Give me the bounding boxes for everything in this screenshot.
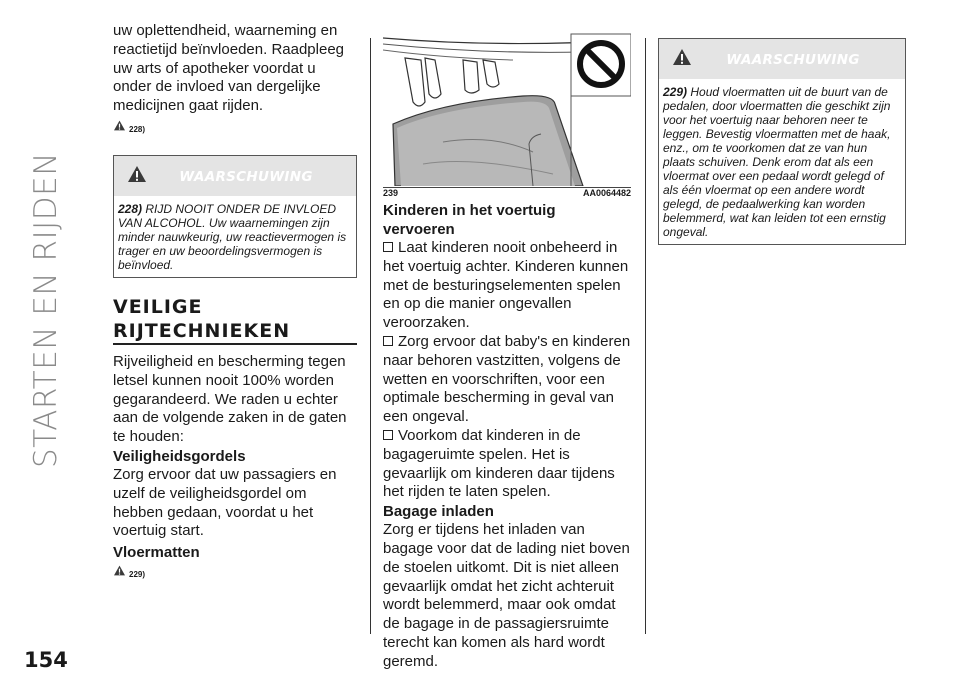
bullet-item — [383, 333, 631, 427]
warning-triangle-icon — [113, 120, 126, 131]
chapter-title-text: STARTEN EN RIJDEN — [28, 152, 64, 468]
column-left — [113, 22, 357, 587]
column-right — [658, 38, 906, 245]
warning-header — [659, 39, 905, 79]
floor-mat-illustration — [383, 24, 631, 186]
side-chapter-title — [14, 30, 78, 590]
warning-box-228 — [113, 155, 357, 278]
heading-floor-mats: Vloermatten — [113, 544, 200, 562]
bullet-box-icon — [383, 336, 393, 346]
intro-paragraph: uw oplettendheid, waarneming en reactietijd beïnvloeden. Raadpleeg uw arts of apotheker voordat u onder de invloed van dergelijke medicijnen gaat rijden. — [113, 22, 344, 115]
bullet-item — [383, 239, 631, 333]
bullet-box-icon — [383, 242, 393, 252]
column-middle — [383, 24, 631, 672]
column-divider-left — [370, 38, 371, 634]
heading-children: Kinderen in het voertuig vervoeren — [383, 202, 556, 238]
heading-luggage: Bagage inladen — [383, 503, 494, 521]
warning-box-229 — [658, 38, 906, 245]
warning-text — [659, 79, 905, 244]
figure-caption — [383, 187, 631, 199]
section-divider — [113, 343, 357, 345]
section-title-line2: RIJTECHNIEKEN — [113, 319, 291, 342]
warning-header — [114, 156, 356, 196]
bullet-item — [383, 427, 631, 502]
page-number: 154 — [24, 648, 68, 672]
warning-reference-228 — [113, 120, 357, 138]
warning-title: WAARSCHUWING — [179, 168, 313, 185]
figure-number: 239 — [383, 188, 399, 198]
section-title-line1: VEILIGE — [113, 295, 203, 318]
warning-number: 229) — [663, 85, 688, 99]
warning-text — [114, 196, 356, 277]
bullet-text: Laat kinderen nooit onbeheerd in het voertuig achter. Kinderen kunnen met de besturingselementen spelen en op die manier ongevallen veroorzaken. — [383, 239, 629, 332]
section-title — [113, 295, 357, 343]
floor-mat-pedals-image — [383, 24, 631, 186]
section-paragraph: Rijveiligheid en bescherming tegen letsel kunnen nooit 100% worden gegarandeerd. We raden u echter aan de volgende zaken in de gaten te houden: — [113, 352, 347, 446]
warning-title: WAARSCHUWING — [726, 52, 860, 68]
bullet-box-icon — [383, 430, 393, 440]
warning-number: 228) — [118, 201, 143, 216]
luggage-paragraph: Zorg er tijdens het inladen van bagage voor dat de lading niet boven de stoelen uitkomt. Dit is niet alleen gevaarlijk omdat het zicht achteruit wordt belemmerd, maar ook omdat de bagage in de passagiersruimte terecht kan komen als hard wordt geremd. — [383, 521, 630, 670]
warning-reference-229 — [113, 565, 357, 583]
reference-number: 229) — [129, 570, 146, 580]
reference-number: 228) — [129, 124, 146, 134]
bullet-text: Voorkom dat kinderen in de bagageruimte spelen. Het is gevaarlijk om kinderen daar tijdens het rijden te laten spelen. — [383, 426, 615, 501]
bullet-text: Zorg ervoor dat baby's en kinderen naar behoren vastzitten, volgens de wetten en voorschriften, voor een optimale bescherming in geval van een ongeval. — [383, 332, 631, 426]
warning-triangle-icon — [113, 565, 126, 576]
heading-seatbelts: Veiligheidsgordels — [113, 447, 246, 465]
figure-code: AA0064482 — [582, 188, 631, 198]
warning-body-text: Houd vloermatten uit de buurt van de pedalen, door vloermatten die geschikt zijn voor het voertuig naar behoren neer te leggen. Bevestig vloermatten met de haak, enz., om te voorkomen dat ze van hun plaats schuiven. Denk erom dat als een vloermat over een pedaal wordt gelegd of als één vloermat op een andere wordt gelegd, de pedaalwerking kan worden belemmerd, wat kan leiden tot een ernstig ongeval. — [663, 85, 891, 239]
seatbelts-paragraph: Zorg ervoor dat uw passagiers en uzelf de veiligheidsgordel om hebben gedaan, voordat u het voertuig start. — [113, 465, 337, 540]
warning-body-text: RIJD NOOIT ONDER DE INVLOED VAN ALCOHOL. Uw waarnemingen zijn minder nauwkeurig, uw reactievermogen is trager en uw beoordelingsvermogen is beïnvloed. — [118, 201, 347, 272]
column-divider-right — [645, 38, 646, 634]
